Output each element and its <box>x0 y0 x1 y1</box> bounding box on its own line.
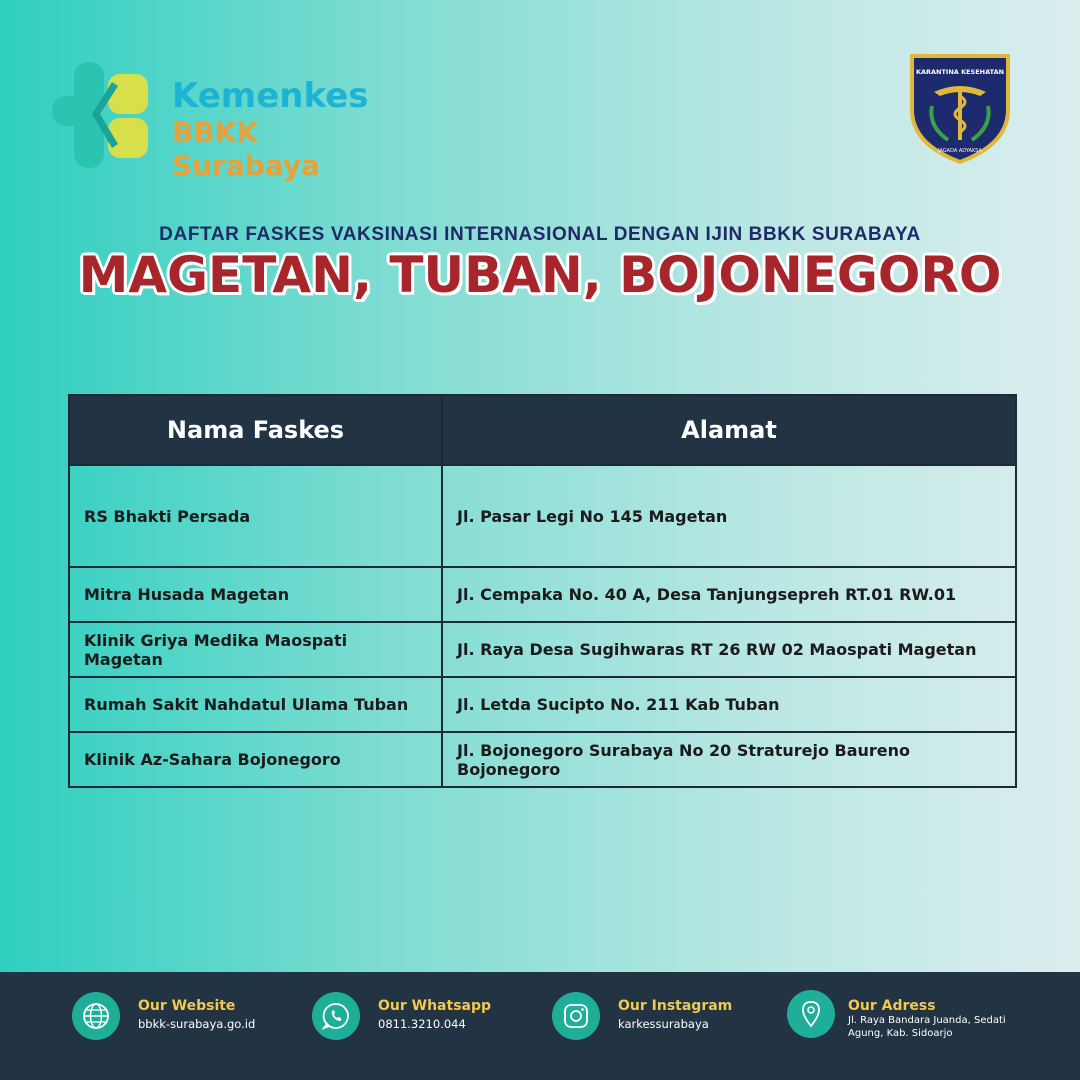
table-header-row <box>69 395 1016 465</box>
footer-website-value: bbkk-surabaya.go.id <box>138 1017 256 1031</box>
emblem-bottom-text: JAGADA ADYAKSA <box>938 148 982 154</box>
globe-icon <box>72 992 120 1040</box>
whatsapp-icon <box>312 992 360 1040</box>
karantina-emblem-icon <box>908 52 1012 164</box>
cell-alamat: Jl. Letda Sucipto No. 211 Kab Tuban <box>442 677 1016 732</box>
logo-title: Kemenkes <box>172 76 369 116</box>
cell-nama: Klinik Az-Sahara Bojonegoro <box>69 732 442 787</box>
kemenkes-logo-icon <box>52 62 152 168</box>
page-title: MAGETAN, TUBAN, BOJONEGORO <box>78 246 1002 304</box>
location-pin-icon <box>787 990 835 1038</box>
table-row <box>69 567 1016 622</box>
logo-subtitle: BBKK Surabaya <box>172 116 321 182</box>
footer-instagram[interactable] <box>552 992 772 1042</box>
footer-address-value: Jl. Raya Bandara Juanda, Sedati Agung, Kab. Sidoarjo <box>848 1015 1006 1039</box>
table-row <box>69 732 1016 787</box>
cell-nama: RS Bhakti Persada <box>69 465 442 567</box>
cell-nama: Rumah Sakit Nahdatul Ulama Tuban <box>69 677 442 732</box>
kemenkes-logo <box>52 62 392 182</box>
footer-address[interactable] <box>787 992 1017 1042</box>
cell-alamat: Jl. Raya Desa Sugihwaras RT 26 RW 02 Maospati Magetan <box>442 622 1016 677</box>
cell-nama: Klinik Griya Medika Maospati Magetan <box>69 622 442 677</box>
instagram-icon <box>552 992 600 1040</box>
table-row <box>69 622 1016 677</box>
table-header-alamat: Alamat <box>442 395 1016 465</box>
footer-instagram-label: Our Instagram <box>618 998 733 1014</box>
cell-alamat: Jl. Bojonegoro Surabaya No 20 Straturejo Baureno Bojonegoro <box>442 732 1016 787</box>
cell-alamat: Jl. Cempaka No. 40 A, Desa Tanjungsepreh RT.01 RW.01 <box>442 567 1016 622</box>
footer <box>0 972 1080 1080</box>
cell-alamat: Jl. Pasar Legi No 145 Magetan <box>442 465 1016 567</box>
footer-website-label: Our Website <box>138 998 236 1014</box>
footer-whatsapp-label: Our Whatsapp <box>378 998 492 1014</box>
faskes-table <box>68 394 1017 788</box>
footer-instagram-value: karkessurabaya <box>618 1017 709 1031</box>
footer-website[interactable] <box>72 992 292 1042</box>
table-header-nama: Nama Faskes <box>69 395 442 465</box>
table-row <box>69 677 1016 732</box>
page-subtitle: DAFTAR FASKES VAKSINASI INTERNASIONAL DENGAN IJIN BBKK SURABAYA <box>159 224 921 245</box>
cell-nama: Mitra Husada Magetan <box>69 567 442 622</box>
footer-address-label: Our Adress <box>848 998 936 1014</box>
emblem-top-text: KARANTINA KESEHATAN <box>915 68 1005 76</box>
footer-whatsapp[interactable] <box>312 992 532 1042</box>
table-row <box>69 465 1016 567</box>
footer-whatsapp-value: 0811.3210.044 <box>378 1017 466 1031</box>
